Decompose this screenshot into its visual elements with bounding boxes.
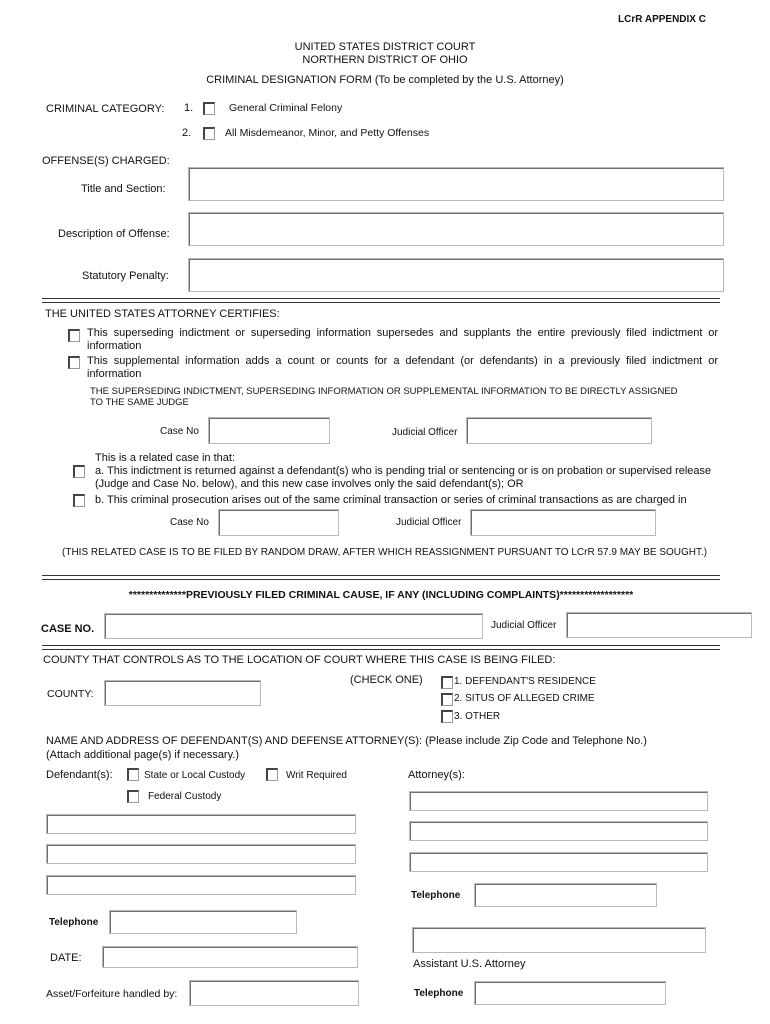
defendant-telephone-label: Telephone [49, 917, 99, 928]
judicial-officer-label-2: Judicial Officer [396, 517, 462, 528]
asset-telephone-label: Telephone [414, 988, 464, 999]
related-a-text: a. This indictment is returned against a defendant(s) who is pending trial or sentencing or is on probation or supervised release (Judge and Case No. below), and this new case involves only the said defendant(s); OR [95, 465, 712, 490]
other-label: 3. OTHER [454, 711, 501, 722]
related-b-checkbox[interactable] [73, 494, 85, 507]
general-felony-checkbox[interactable] [203, 102, 215, 115]
ausa-signature-field[interactable] [412, 927, 706, 953]
writ-required-checkbox[interactable] [266, 768, 278, 781]
previous-cause-heading: **************PREVIOUSLY FILED CRIMINAL CAUSE, IF ANY (INCLUDING COMPLAINTS)****************** [128, 589, 634, 601]
criminal-category-label: CRIMINAL CATEGORY: [46, 103, 165, 115]
court-name: UNITED STATES DISTRICT COURT [294, 41, 476, 53]
state-custody-label: State or Local Custody [144, 770, 246, 781]
related-case-intro: This is a related case in that: [95, 452, 236, 464]
judicial-officer-label: Judicial Officer [392, 427, 458, 438]
case-no-field[interactable] [208, 417, 330, 444]
title-section-label: Title and Section: [81, 183, 166, 195]
judicial-officer-field-2[interactable] [470, 509, 656, 536]
defendant-address-line-1[interactable] [46, 814, 356, 834]
check-one-label: (CHECK ONE) [350, 674, 423, 686]
attorney-address-line-1[interactable] [409, 791, 708, 811]
county-field[interactable] [104, 680, 261, 706]
offense-charged-label: OFFENSE(S) CHARGED: [42, 155, 170, 167]
attorneys-label: Attorney(s): [408, 769, 465, 781]
attorney-telephone-label: Telephone [411, 890, 461, 901]
attach-pages-note: (Attach additional page(s) if necessary.) [46, 749, 239, 761]
supplemental-text: This supplemental information adds a count or counts for a defendant (or defendants) in a previously filed indictment or information [87, 355, 718, 380]
county-label: COUNTY: [47, 688, 94, 700]
form-title: CRIMINAL DESIGNATION FORM (To be completed by the U.S. Attorney) [206, 74, 564, 86]
misdemeanor-label: All Misdemeanor, Minor, and Petty Offenses [225, 127, 430, 139]
defendants-label: Defendant(s): [46, 769, 113, 781]
statutory-penalty-field[interactable] [188, 258, 724, 292]
description-label: Description of Offense: [58, 228, 170, 240]
case-no-field-2[interactable] [218, 509, 339, 536]
case-no-label: Case No [160, 426, 199, 437]
category-option-2-number: 2. [182, 127, 192, 139]
situs-crime-label: 2. SITUS OF ALLEGED CRIME [454, 693, 595, 704]
title-section-field[interactable] [188, 167, 724, 201]
previous-case-no-label: CASE NO. [41, 623, 95, 635]
date-label: DATE: [50, 952, 82, 964]
same-judge-text: THE SUPERSEDING INDICTMENT, SUPERSEDING INFORMATION OR SUPPLEMENTAL INFORMATION TO BE DIRECTLY ASSIGNED TO THE SAME JUDGE [90, 386, 678, 408]
defendant-residence-checkbox[interactable] [441, 676, 453, 689]
defendant-telephone-field[interactable] [109, 910, 297, 934]
situs-crime-checkbox[interactable] [441, 693, 453, 706]
other-checkbox[interactable] [441, 710, 453, 723]
section-divider [42, 298, 720, 303]
category-option-1-number: 1. [184, 102, 194, 114]
asset-forfeiture-field[interactable] [189, 980, 359, 1006]
attorney-address-line-3[interactable] [409, 852, 708, 872]
related-b-text: b. This criminal prosecution arises out of the same criminal transaction or series of criminal transactions as are charged in [95, 494, 687, 506]
section-divider-2 [42, 575, 720, 580]
judicial-officer-field[interactable] [466, 417, 652, 444]
writ-required-label: Writ Required [286, 770, 347, 781]
federal-custody-label: Federal Custody [148, 791, 222, 802]
certifies-heading: THE UNITED STATES ATTORNEY CERTIFIES: [45, 308, 280, 320]
parties-heading: NAME AND ADDRESS OF DEFENDANT(S) AND DEFENSE ATTORNEY(S): (Please include Zip Code and Telephone No.) [46, 735, 647, 747]
county-heading: COUNTY THAT CONTROLS AS TO THE LOCATION OF COURT WHERE THIS CASE IS BEING FILED: [43, 654, 556, 666]
related-a-checkbox[interactable] [73, 465, 85, 478]
description-field[interactable] [188, 212, 724, 246]
case-no-label-2: Case No [170, 517, 209, 528]
previous-judicial-officer-label: Judicial Officer [491, 620, 557, 631]
state-custody-checkbox[interactable] [127, 768, 139, 781]
superseding-checkbox[interactable] [68, 329, 80, 342]
defendant-address-line-2[interactable] [46, 844, 356, 864]
attorney-telephone-field[interactable] [474, 883, 657, 907]
date-field[interactable] [102, 946, 358, 968]
superseding-text: This superseding indictment or superseding information supersedes and supplants the entire previously filed indictment or information [87, 327, 718, 352]
misdemeanor-checkbox[interactable] [203, 127, 215, 140]
supplemental-checkbox[interactable] [68, 356, 80, 369]
asset-telephone-field[interactable] [474, 981, 666, 1005]
federal-custody-checkbox[interactable] [127, 790, 139, 803]
appendix-label: LCrR APPENDIX C [618, 14, 706, 25]
section-divider-3 [42, 645, 720, 650]
random-draw-note: (THIS RELATED CASE IS TO BE FILED BY RANDOM DRAW, AFTER WHICH REASSIGNMENT PURSUANT TO LCrR 57.9 MAY BE SOUGHT.) [62, 547, 708, 558]
ausa-label: Assistant U.S. Attorney [413, 958, 526, 970]
attorney-address-line-2[interactable] [409, 821, 708, 841]
asset-forfeiture-label: Asset/Forfeiture handled by: [46, 988, 178, 1000]
district-name: NORTHERN DISTRICT OF OHIO [302, 54, 468, 66]
defendant-residence-label: 1. DEFENDANT'S RESIDENCE [454, 676, 596, 687]
defendant-address-line-3[interactable] [46, 875, 356, 895]
general-felony-label: General Criminal Felony [229, 102, 343, 114]
statutory-penalty-label: Statutory Penalty: [82, 270, 169, 282]
previous-judicial-officer-field[interactable] [566, 612, 752, 638]
previous-case-no-field[interactable] [104, 613, 483, 639]
